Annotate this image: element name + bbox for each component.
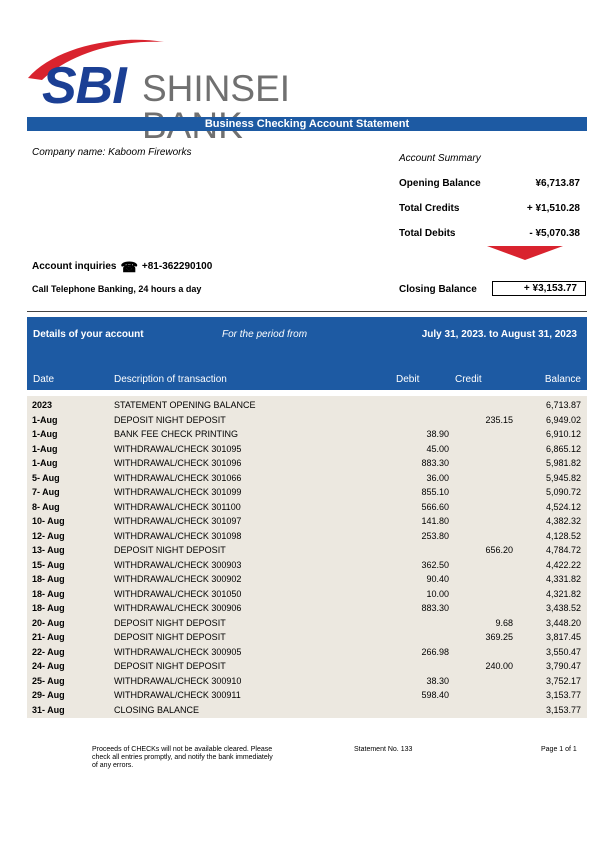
total-credits-value: + ¥1,510.28 [526,203,580,214]
cell-balance: 6,865.12 [545,443,581,454]
cell-balance: 6,949.02 [545,414,581,425]
cell-description: DEPOSIT NIGHT DEPOSIT [114,632,226,642]
total-debits-label: Total Debits [399,228,456,239]
cell-date: 18- Aug [32,588,65,599]
cell-description: WITHDRAWAL/CHECK 301099 [114,487,242,497]
company-name: Company name: Kaboom Fireworks [32,147,192,158]
cell-balance: 5,981.82 [545,458,581,468]
table-row [27,427,587,442]
logo-bank-name: SHINSEI [142,68,291,109]
column-credit: Credit [455,374,482,385]
logo-sbi-text: SBI [42,57,126,115]
cell-description: WITHDRAWAL/CHECK 301095 [114,443,242,454]
cell-description: WITHDRAWAL/CHECK 301098 [114,530,242,541]
table-row [27,587,587,602]
table-row [27,514,587,529]
closing-balance-value: + ¥3,153.77 [492,281,586,296]
transactions-table [27,396,587,718]
table-row [27,485,587,500]
table-row [27,616,587,631]
cell-description: WITHDRAWAL/CHECK 300911 [114,690,241,700]
table-row [27,558,587,573]
cell-date: 29- Aug [32,690,65,700]
cell-description: CLOSING BALANCE [114,704,200,715]
period-value: July 31, 2023. to August 31, 2023 [421,329,577,340]
cell-balance: 3,153.77 [545,704,581,715]
cell-balance: 4,784.72 [545,545,581,555]
cell-date: 31- Aug [32,704,65,715]
table-row [27,645,587,660]
cell-balance: 5,090.72 [545,487,581,497]
cell-description: WITHDRAWAL/CHECK 301100 [114,501,241,512]
section-divider [27,311,587,312]
bank-logo [24,30,374,115]
cell-debit: 598.40 [421,690,449,700]
cell-date: 2023 [32,400,53,410]
column-debit: Debit [396,374,420,385]
cell-debit: 362.50 [421,559,449,570]
cell-credit: 235.15 [485,414,513,425]
table-row [27,688,587,703]
inquiries-label: Account inquiries [32,261,117,272]
cell-date: 18- Aug [32,574,65,584]
statement-title: Business Checking Account Statement [27,117,587,131]
cell-debit: 855.10 [421,487,449,497]
cell-balance: 6,713.87 [545,400,581,410]
down-triangle-icon [487,246,563,260]
opening-balance-value: ¥6,713.87 [535,178,580,189]
opening-balance-label: Opening Balance [399,178,481,189]
account-inquiries [32,258,213,275]
cell-date: 18- Aug [32,603,65,613]
cell-description: WITHDRAWAL/CHECK 300903 [114,559,242,570]
cell-balance: 3,817.45 [545,632,581,642]
page-number: Page 1 of 1 [541,746,577,753]
details-title: Details of your account [33,329,144,340]
inquiries-phone: +81-362290100 [141,261,213,272]
closing-balance-label: Closing Balance [399,284,477,295]
cell-date: 25- Aug [32,675,65,686]
cell-debit: 266.98 [421,646,449,657]
cell-date: 24- Aug [32,661,65,671]
cell-date: 5- Aug [32,472,60,483]
cell-credit: 240.00 [485,661,513,671]
cell-description: DEPOSIT NIGHT DEPOSIT [114,545,226,555]
cell-balance: 4,422.22 [545,559,581,570]
cell-balance: 3,752.17 [545,675,581,686]
table-row [27,703,587,718]
cell-description: DEPOSIT NIGHT DEPOSIT [114,617,226,628]
total-debits-value: - ¥5,070.38 [529,228,580,239]
cell-description: DEPOSIT NIGHT DEPOSIT [114,414,226,425]
table-row [27,413,587,428]
cell-balance: 4,382.32 [545,516,581,526]
cell-credit: 9.68 [495,617,513,628]
cell-balance: 3,153.77 [545,690,581,700]
details-header [27,317,587,390]
column-date: Date [33,374,55,385]
table-row [27,442,587,457]
cell-credit: 656.20 [485,545,513,555]
cell-debit: 883.30 [421,458,449,468]
telephone-icon: ☎ [120,258,138,275]
cell-debit: 883.30 [421,603,449,613]
cell-description: WITHDRAWAL/CHECK 301050 [114,588,242,599]
cell-debit: 141.80 [421,516,449,526]
cell-description: WITHDRAWAL/CHECK 300905 [114,646,242,657]
cell-balance: 4,321.82 [545,588,581,599]
table-row [27,456,587,471]
cell-debit: 90.40 [426,574,449,584]
cell-date: 22- Aug [32,646,65,657]
cell-date: 8- Aug [32,501,60,512]
cell-date: 1-Aug [32,443,58,454]
cell-debit: 36.00 [426,472,449,483]
table-row [27,500,587,515]
table-row [27,529,587,544]
cell-credit: 369.25 [485,632,513,642]
cell-date: 1-Aug [32,458,58,468]
cell-balance: 3,438.52 [545,603,581,613]
cell-date: 1-Aug [32,429,58,439]
total-credits-label: Total Credits [399,203,460,214]
table-row [27,674,587,689]
column-description: Description of transaction [114,374,227,385]
summary-title: Account Summary [399,153,481,164]
cell-balance: 4,331.82 [545,574,581,584]
table-row [27,601,587,616]
cell-balance: 5,945.82 [545,472,581,483]
cell-description: WITHDRAWAL/CHECK 301096 [114,458,242,468]
cell-date: 15- Aug [32,559,65,570]
cell-date: 7- Aug [32,487,60,497]
table-row [27,572,587,587]
telephone-banking-note: Call Telephone Banking, 24 hours a day [32,284,202,294]
cell-debit: 10.00 [426,588,449,599]
table-row [27,398,587,413]
cell-date: 12- Aug [32,530,65,541]
cell-date: 10- Aug [32,516,65,526]
cell-debit: 253.80 [421,530,449,541]
cell-description: WITHDRAWAL/CHECK 300902 [114,574,242,584]
cell-description: STATEMENT OPENING BALANCE [114,400,256,410]
cell-date: 13- Aug [32,545,65,555]
cell-date: 21- Aug [32,632,65,642]
table-row [27,630,587,645]
cell-debit: 45.00 [426,443,449,454]
table-row [27,659,587,674]
period-label: For the period from [222,329,308,340]
cell-description: WITHDRAWAL/CHECK 300906 [114,603,242,613]
cell-debit: 38.90 [426,429,449,439]
cell-description: DEPOSIT NIGHT DEPOSIT [114,661,226,671]
cell-balance: 6,910.12 [545,429,581,439]
statement-number: Statement No. 133 [354,746,413,753]
cell-date: 20- Aug [32,617,65,628]
cell-description: BANK FEE CHECK PRINTING [114,429,239,439]
table-row [27,543,587,558]
column-balance: Balance [544,374,581,385]
footer-note: Proceeds of CHECKs will not be available cleared. Please check all entries promptly, and notify the bank immediately of any errors. [92,746,273,769]
cell-balance: 4,128.52 [545,530,581,541]
cell-balance: 4,524.12 [545,501,581,512]
cell-description: WITHDRAWAL/CHECK 300910 [114,675,242,686]
table-row [27,471,587,486]
cell-debit: 566.60 [421,501,449,512]
cell-date: 1-Aug [32,414,58,425]
cell-balance: 3,790.47 [545,661,581,671]
cell-debit: 38.30 [426,675,449,686]
cell-description: WITHDRAWAL/CHECK 301097 [114,516,242,526]
cell-description: WITHDRAWAL/CHECK 301066 [114,472,242,483]
cell-balance: 3,550.47 [545,646,581,657]
cell-balance: 3,448.20 [545,617,581,628]
